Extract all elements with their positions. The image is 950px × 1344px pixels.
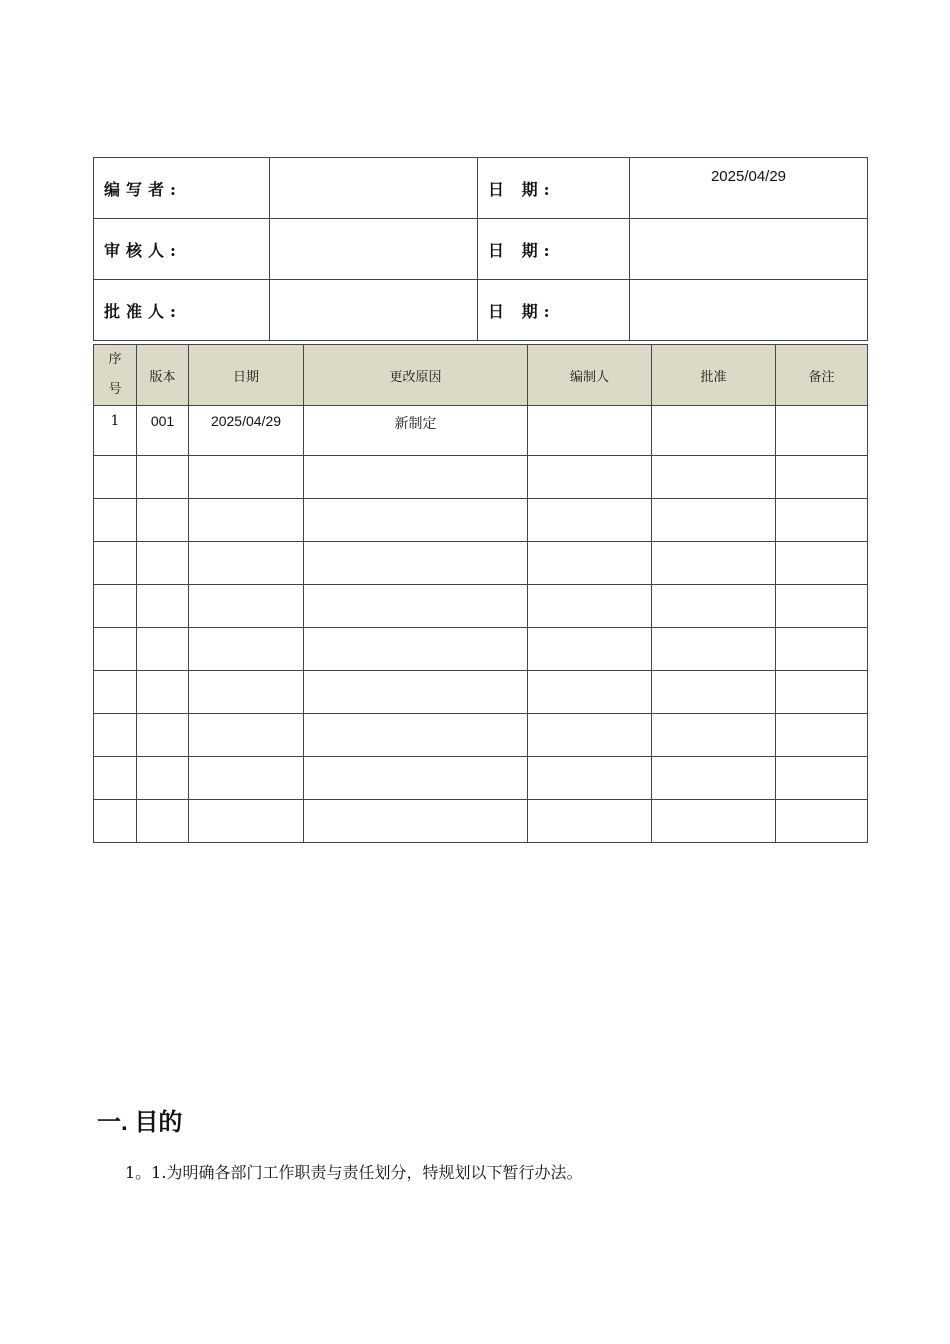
cell[interactable] — [528, 714, 652, 757]
cell[interactable] — [652, 714, 776, 757]
cell[interactable] — [652, 499, 776, 542]
cell[interactable] — [528, 542, 652, 585]
cell[interactable] — [652, 456, 776, 499]
cell[interactable] — [528, 628, 652, 671]
writer-date-label: 日 期: — [478, 158, 630, 219]
table-row — [94, 671, 868, 714]
cell[interactable] — [137, 542, 189, 585]
cell-remark[interactable] — [776, 406, 868, 456]
cell[interactable] — [776, 585, 868, 628]
section-title: 一. 目的 — [97, 1109, 183, 1136]
cell[interactable] — [189, 628, 304, 671]
cell[interactable] — [189, 757, 304, 800]
cell[interactable] — [189, 671, 304, 714]
cell[interactable] — [776, 671, 868, 714]
cell[interactable] — [776, 757, 868, 800]
cell[interactable] — [304, 800, 528, 843]
cell[interactable] — [776, 456, 868, 499]
cell[interactable] — [304, 456, 528, 499]
writer-date-value[interactable]: 2025/04/29 — [630, 158, 868, 219]
cell[interactable] — [94, 714, 137, 757]
cell[interactable] — [189, 499, 304, 542]
table-row — [94, 757, 868, 800]
cell[interactable] — [94, 456, 137, 499]
approval-row — [94, 280, 868, 341]
reviewer-date-value[interactable] — [630, 219, 868, 280]
table-row — [94, 456, 868, 499]
writer-label: 编写者: — [94, 158, 270, 219]
approval-table — [93, 157, 868, 341]
table-row — [94, 714, 868, 757]
reviewer-date-label: 日 期: — [478, 219, 630, 280]
cell[interactable] — [94, 499, 137, 542]
cell[interactable] — [652, 542, 776, 585]
revision-header-row — [94, 345, 868, 406]
cell[interactable] — [137, 628, 189, 671]
reviewer-value[interactable] — [270, 219, 478, 280]
cell[interactable] — [652, 757, 776, 800]
cell[interactable] — [528, 800, 652, 843]
cell[interactable] — [652, 800, 776, 843]
cell[interactable] — [776, 628, 868, 671]
section-body: 1。1.为明确各部门工作职责与责任划分，特规划以下暂行办法。 — [125, 1163, 583, 1182]
header-version: 版本 — [137, 345, 189, 406]
header-date: 日期 — [189, 345, 304, 406]
cell[interactable] — [94, 585, 137, 628]
cell-approver[interactable] — [652, 406, 776, 456]
cell[interactable] — [137, 714, 189, 757]
cell[interactable] — [652, 671, 776, 714]
cell-seq[interactable]: 1 — [94, 406, 137, 456]
header-author: 编制人 — [528, 345, 652, 406]
header-reason: 更改原因 — [304, 345, 528, 406]
cell[interactable] — [776, 714, 868, 757]
cell[interactable] — [304, 628, 528, 671]
cell[interactable] — [94, 542, 137, 585]
reviewer-label: 审核人: — [94, 219, 270, 280]
approver-date-label: 日 期: — [478, 280, 630, 341]
cell[interactable] — [137, 757, 189, 800]
cell[interactable] — [304, 499, 528, 542]
cell[interactable] — [137, 585, 189, 628]
approver-date-value[interactable] — [630, 280, 868, 341]
cell[interactable] — [189, 456, 304, 499]
cell[interactable] — [94, 800, 137, 843]
cell[interactable] — [528, 499, 652, 542]
cell[interactable] — [528, 585, 652, 628]
cell[interactable] — [189, 585, 304, 628]
writer-value[interactable] — [270, 158, 478, 219]
cell-version[interactable]: 001 — [137, 406, 189, 456]
cell[interactable] — [304, 757, 528, 800]
cell[interactable] — [94, 757, 137, 800]
cell[interactable] — [304, 671, 528, 714]
cell[interactable] — [189, 714, 304, 757]
cell[interactable] — [94, 628, 137, 671]
table-row — [94, 406, 868, 456]
cell[interactable] — [652, 628, 776, 671]
table-row — [94, 542, 868, 585]
cell[interactable] — [776, 800, 868, 843]
cell[interactable] — [137, 499, 189, 542]
cell-date[interactable]: 2025/04/29 — [189, 406, 304, 456]
cell[interactable] — [137, 800, 189, 843]
table-row — [94, 499, 868, 542]
table-row — [94, 585, 868, 628]
cell-reason[interactable]: 新制定 — [304, 406, 528, 456]
revision-table — [93, 344, 868, 843]
header-remark: 备注 — [776, 345, 868, 406]
approval-row — [94, 158, 868, 219]
cell[interactable] — [189, 542, 304, 585]
cell[interactable] — [776, 499, 868, 542]
table-row — [94, 800, 868, 843]
approval-row — [94, 219, 868, 280]
header-approver: 批准 — [652, 345, 776, 406]
cell[interactable] — [652, 585, 776, 628]
cell[interactable] — [528, 671, 652, 714]
cell[interactable] — [304, 585, 528, 628]
cell-author[interactable] — [528, 406, 652, 456]
cell[interactable] — [528, 757, 652, 800]
cell[interactable] — [304, 714, 528, 757]
cell[interactable] — [776, 542, 868, 585]
cell[interactable] — [137, 671, 189, 714]
approver-value[interactable] — [270, 280, 478, 341]
header-seq: 序号 — [94, 345, 137, 406]
approver-label: 批准人: — [94, 280, 270, 341]
table-row — [94, 628, 868, 671]
cell[interactable] — [304, 542, 528, 585]
cell[interactable] — [94, 671, 137, 714]
cell[interactable] — [189, 800, 304, 843]
cell[interactable] — [137, 456, 189, 499]
cell[interactable] — [528, 456, 652, 499]
